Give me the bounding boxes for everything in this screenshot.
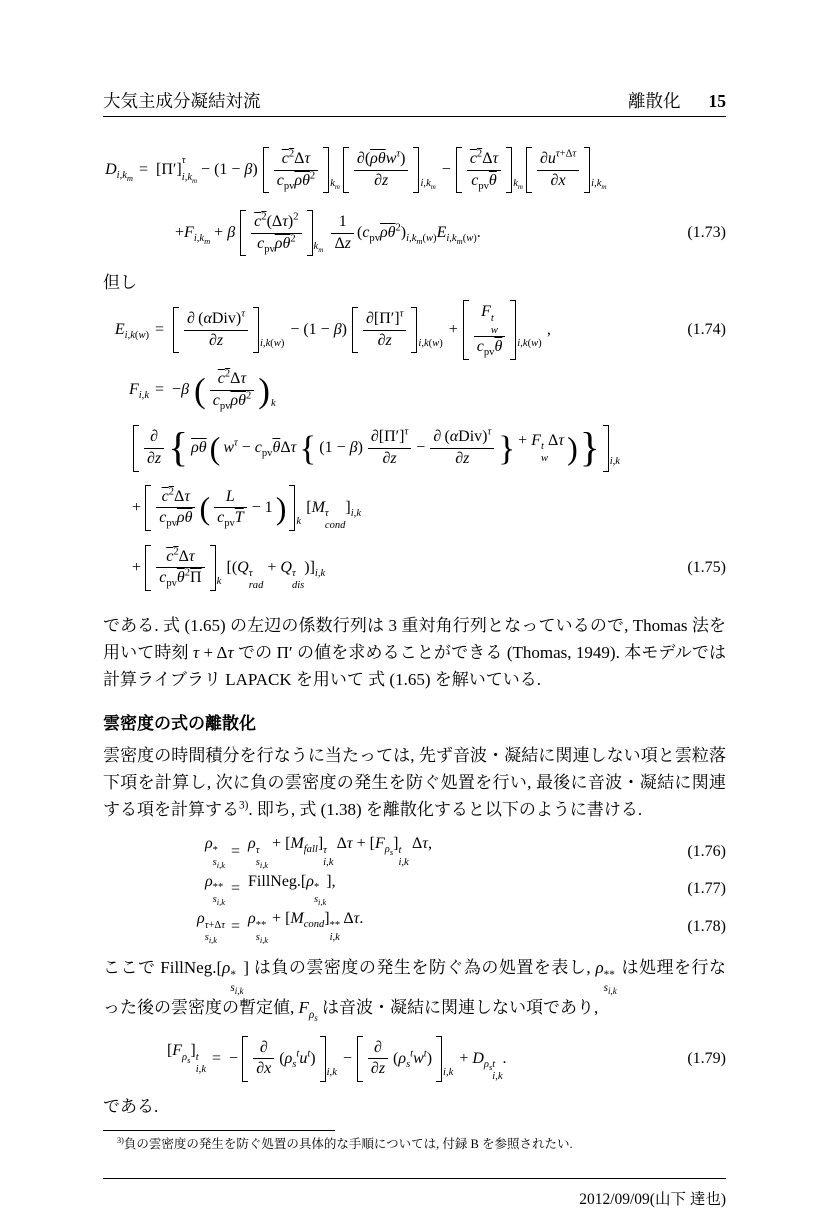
equation-line [103,205,726,261]
equation-line [103,480,726,536]
header-section-title: 離散化 [628,91,681,111]
equation-lhs: $D_{i,k_m}$ [105,161,133,184]
footnote-rule [103,1130,335,1131]
equation-continuation: $+F_{i,k_m} + \beta$ $c^2(\Delta\tau)^2$ $c_{pv}\overline{\rho}\overline{\theta}^2$ $k_m$ $\frac{1}{\Delta z}$ $(c_{pv}\overline{\rho}\overline{\theta}^2)_{i,k_m(w)}E_{i,k_m(w)}$. [175,211,481,255]
equation-continuation: + $c^2\Delta\tau$ $c_{pv}\overline{\theta}^2\overline{\Pi}$ k [(Q τ rad + Q τ dis )]$_{i,k}$ [132,546,326,592]
equals-sign: = [231,880,241,898]
equation-line [103,1031,726,1087]
equation-lhs: ρ * $s_{i,k}$ [204,835,225,870]
equation-number: (1.73) [687,224,726,241]
equation-number: (1.77) [687,880,726,898]
equation-rhs: FillNeg.[ρ * $s_{i,k}$ ], [248,872,336,908]
equation-line [103,910,726,944]
paragraph-fillneg: ここで FillNeg.[ρ * $s_{i,k}$ ] は負の雲密度の発生を防ぐ為の処置を表し, ρ ** $s_{i,k}$ は処理を行なった後の雲密度の暫定値, $F_{\rho_s}$ は音波・凝結に関連しない項であり, [103,958,727,1023]
equation-rhs: ρ τ $s_{i,k}$ + $[M_{fall}]$ τ i,k $\Delta\tau + [F_{\rho_s}]$ t i,k Δτ, [248,835,432,870]
paragraph-thomas: である. 式 (1.65) の左辺の係数行列は 3 重対角行列となっているので, Thomas 法を用いて時刻 τ + Δτ での Π′ の値を求めることができる (Thomas, 1949). 本モデルでは計算ライブラリ LAPACK を用いて 式 (1.65) を解いている. [103,616,726,690]
paragraph-tadashi: 但し [103,273,137,292]
paragraph-dearu: である. [103,1097,159,1117]
equation-continuation: ∂ ∂z { $\overline{\rho}\overline{\theta}$ ( $w^\tau - c_{pv}\overline{\theta}\Delta\tau$ { (1 − β) $\partial[\Pi']^\tau$ ∂z − ∂ $(\alpha Div)^\tau$ ∂z } + F t w Δτ ) } i,k [132,425,622,472]
equation-1-74-75 [103,300,726,596]
equation-line [103,873,726,906]
equation-lhs: $F_{i,k}$ [128,381,149,402]
equals-sign: = [231,918,241,936]
equation-number: (1.79) [687,1050,726,1068]
section-heading-cloud-density: 雲密度の式の離散化 [103,714,256,734]
equation-number: (1.74) [687,321,726,339]
equation-rhs: [Π′] τ $i,k_m$ − (1 − β) $c^2\Delta\tau$ $c_{pv}\overline{\rho}\overline{\theta}^2$ $k_m$ $\partial(\overline{\rho}\overline{\theta}w^\tau)$ ∂z $i,k_m$ − $c^2\Delta\tau$ $c_{pv}\overline{\theta}$ $k_m$ $\partial u^{\tau+\Delta\tau}$ ∂x $i,k_m$ [156,148,607,192]
footnote-3: $^{3)}$負の雲密度の発生を防ぐ処置の具体的な手順については, 付録 B を参照されたい. [117,1136,573,1152]
equation-line [103,420,726,476]
equation-line [103,364,726,416]
page-header [103,88,726,113]
equation-lhs: ρ ** $s_{i,k}$ [204,872,225,908]
footer-credit: 2012/09/09(山下 達也) [579,1190,726,1208]
equation-1-79 [103,1031,726,1087]
header-running-title: 大気主成分凝結対流 [103,91,261,111]
equals-sign: = [139,161,149,178]
equation-lhs: $[F_{\rho_s}]$ t i,k [166,1042,206,1076]
equation-rhs: −β ( $c^2\Delta\tau$ $c_{pv}\overline{\rho}\overline{\theta}^2$ ) k [172,368,276,412]
equation-line [103,835,726,868]
equation-1-73 [103,139,726,261]
equals-sign: = [155,381,165,399]
equation-number: (1.75) [687,559,726,577]
equals-sign: = [212,1050,222,1068]
equation-line [103,139,726,201]
equation-rhs: − ∂ ∂x $(\rho_s^tu^t)$ i,k − ∂ ∂z $(\rho_s^tw^t)$ i,k + $D_{\rho_s}$ t i,k . [229,1036,507,1083]
paragraph-cloud-density: 雲密度の時間積分を行なうに当たっては, 先ず音波・凝結に関連しない項と雲粒落下項を計算し, 次に負の雲密度の発生を防ぐ処置を行い, 最後に音波・凝結に関連する項を計算する$^{3)}$. 即ち, 式 (1.38) を離散化すると以下のように書ける. [103,746,726,820]
equation-lhs: ρ τ+Δτ $s_{i,k}$ [197,910,225,945]
equation-line [103,540,726,596]
equation-lhs: $E_{i,k(w)}$ [114,321,149,342]
equation-rhs: ∂ $(\alpha Div)^\tau$ ∂z i,k(w) − (1 − β) $\partial[\Pi']^\tau$ ∂z i,k(w) + F t w $c_{pv}\overline{\theta}$ i,k(w) , [172,300,551,360]
equals-sign: = [155,321,165,339]
equation-continuation: + $c^2\Delta\tau$ $c_{pv}\overline{\rho}\overline{\theta}$ ( L $c_{pv}\overline{T}$ − 1 ) k [M τ cond ]$_{i,k}$ [132,486,361,532]
equation-1-76-78 [103,835,726,944]
equation-number: (1.76) [687,842,726,860]
equation-number: (1.78) [687,918,726,936]
header-right [628,88,726,113]
equals-sign: = [231,842,241,860]
header-rule [103,116,726,117]
page-number: 15 [708,91,726,111]
equation-rhs: ρ ** $s_{i,k}$ + $[M_{cond}]$ ** i,k Δτ. [248,910,364,945]
equation-line [103,300,726,360]
footer-rule [103,1178,726,1179]
